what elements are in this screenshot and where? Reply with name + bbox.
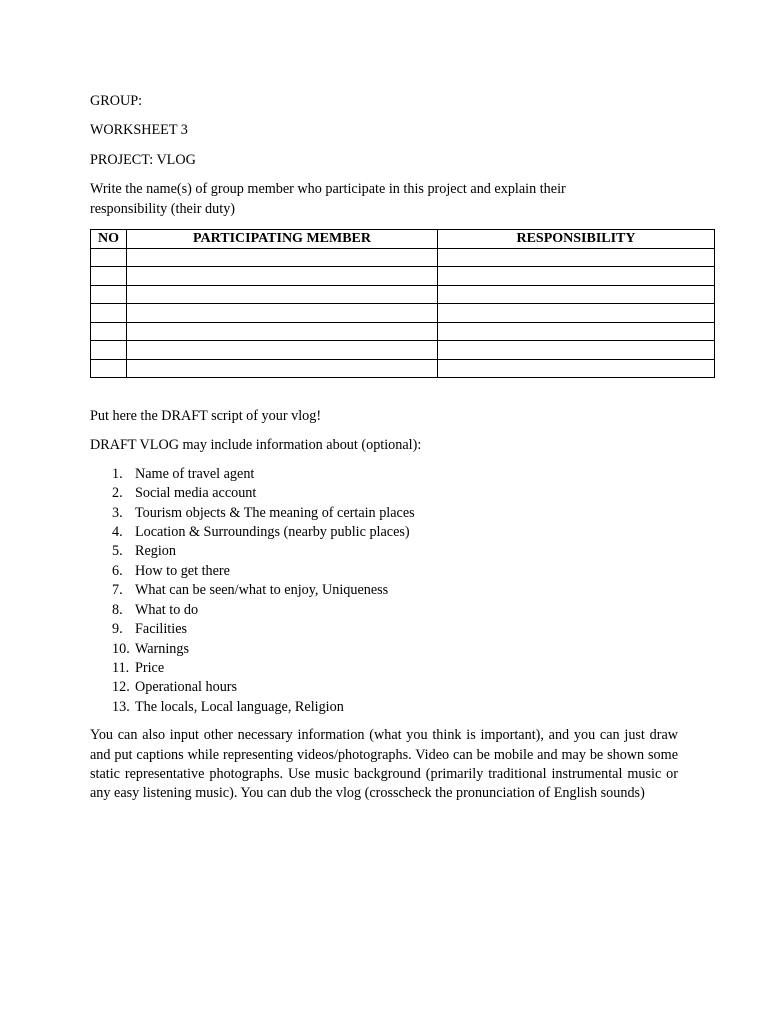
- responsibility-cell[interactable]: [438, 359, 715, 378]
- member-cell[interactable]: [127, 285, 438, 304]
- list-text: The locals, Local language, Religion: [135, 698, 344, 715]
- member-cell[interactable]: [127, 267, 438, 286]
- table-header-row: [91, 230, 715, 249]
- document-content: [90, 92, 678, 804]
- list-text: Warnings: [135, 640, 190, 657]
- table-row: [91, 285, 715, 304]
- no-cell[interactable]: [91, 341, 127, 360]
- topics-list: [90, 465, 678, 717]
- list-text: Operational hours: [135, 679, 238, 696]
- list-item: [90, 465, 678, 484]
- list-text: Location & Surroundings (nearby public places): [135, 524, 410, 541]
- member-cell[interactable]: [127, 341, 438, 360]
- instructions-line-1: Write the name(s) of group member who participate in this project and explain their: [90, 181, 566, 198]
- list-number: 2.: [112, 485, 123, 502]
- list-text: Region: [135, 543, 176, 560]
- no-cell[interactable]: [91, 304, 127, 323]
- draft-optional-info: DRAFT VLOG may include information about (optional):: [90, 437, 422, 454]
- closing-paragraph: You can also input other necessary information (what you think is important), and you can just draw and put captions while representing videos/photographs. Video can be mobile and may be shown some static representative photographs. Use music background (primarily traditional instrumental music or any easy listening music). You can dub the vlog (crosscheck the pronunciation of English sounds): [90, 727, 678, 802]
- list-item: [90, 562, 678, 581]
- list-number: 7.: [112, 582, 123, 599]
- table-row: [91, 248, 715, 267]
- responsibility-cell[interactable]: [438, 304, 715, 323]
- list-number: 4.: [112, 524, 123, 541]
- worksheet-title: WORKSHEET 3: [90, 122, 188, 139]
- list-item: [90, 678, 678, 697]
- table-row: [91, 322, 715, 341]
- column-header-no: NO: [91, 230, 127, 249]
- no-cell[interactable]: [91, 267, 127, 286]
- list-number: 8.: [112, 601, 123, 618]
- list-number: 9.: [112, 621, 123, 638]
- list-text: Tourism objects & The meaning of certain places: [135, 504, 415, 521]
- list-number: 12.: [112, 679, 130, 696]
- list-item: [90, 581, 678, 600]
- responsibility-cell[interactable]: [438, 341, 715, 360]
- list-number: 6.: [112, 562, 123, 579]
- responsibility-cell[interactable]: [438, 267, 715, 286]
- list-item: [90, 640, 678, 659]
- list-number: 5.: [112, 543, 123, 560]
- table-row: [91, 341, 715, 360]
- list-text: What can be seen/what to enjoy, Uniqueness: [135, 582, 389, 599]
- draft-instruction: Put here the DRAFT script of your vlog!: [90, 408, 322, 425]
- instructions-line-2: responsibility (their duty): [90, 200, 236, 217]
- table-row: [91, 359, 715, 378]
- list-item: [90, 484, 678, 503]
- list-number: 1.: [112, 465, 123, 482]
- members-table: [90, 229, 715, 378]
- responsibility-cell[interactable]: [438, 248, 715, 267]
- responsibility-cell[interactable]: [438, 322, 715, 341]
- no-cell[interactable]: [91, 359, 127, 378]
- list-number: 10.: [112, 640, 130, 657]
- instructions: [90, 180, 678, 219]
- no-cell[interactable]: [91, 248, 127, 267]
- member-cell[interactable]: [127, 322, 438, 341]
- list-text: Price: [135, 659, 165, 676]
- member-cell[interactable]: [127, 248, 438, 267]
- member-cell[interactable]: [127, 359, 438, 378]
- list-item: [90, 698, 678, 717]
- column-header-member: PARTICIPATING MEMBER: [127, 230, 438, 249]
- table-row: [91, 267, 715, 286]
- member-cell[interactable]: [127, 304, 438, 323]
- project-title: PROJECT: VLOG: [90, 151, 196, 168]
- list-number: 13.: [112, 698, 130, 715]
- no-cell[interactable]: [91, 285, 127, 304]
- list-item: [90, 659, 678, 678]
- list-number: 11.: [112, 659, 130, 676]
- list-text: What to do: [135, 601, 199, 618]
- list-text: Social media account: [135, 485, 257, 502]
- no-cell[interactable]: [91, 322, 127, 341]
- table-row: [91, 304, 715, 323]
- list-item: [90, 523, 678, 542]
- list-text: Facilities: [135, 621, 188, 638]
- list-text: Name of travel agent: [135, 465, 255, 482]
- list-item: [90, 504, 678, 523]
- column-header-responsibility: RESPONSIBILITY: [438, 230, 715, 249]
- list-item: [90, 620, 678, 639]
- responsibility-cell[interactable]: [438, 285, 715, 304]
- list-number: 3.: [112, 504, 123, 521]
- list-item: [90, 542, 678, 561]
- list-item: [90, 601, 678, 620]
- list-text: How to get there: [135, 562, 230, 579]
- group-label: GROUP:: [90, 93, 143, 109]
